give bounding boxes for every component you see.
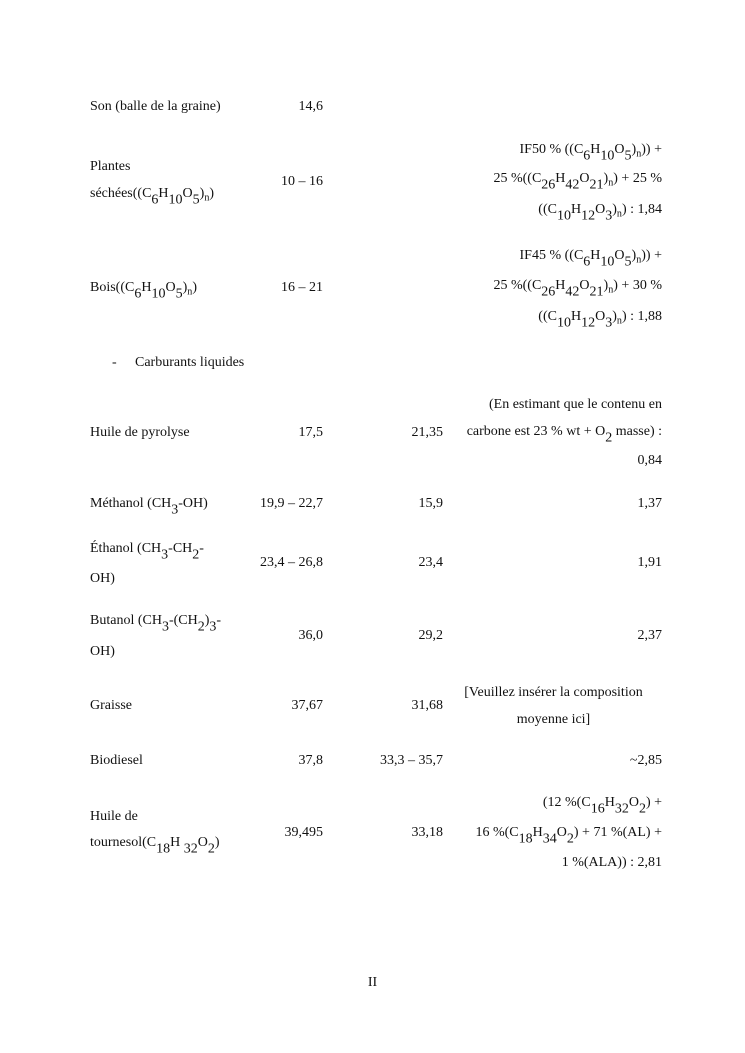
section-title: Carburants liquides (135, 355, 245, 370)
row-biodiesel-value: 37,8 (298, 753, 323, 768)
row-methanol-name: Méthanol $(CH_3-OH)$ (90, 496, 208, 518)
row-bois-name: $Bois((C_6H_{10}O_5)_n)$ (90, 280, 197, 302)
row-tournesol-composition-2: 16 $\%(C_{18}H_{34}O_2) + 71$ %(AL) + (475, 825, 662, 847)
page-number: II (367, 975, 378, 990)
row-butanol-value-2: 29,2 (418, 628, 443, 643)
row-plantes-composition-3: $((C_{10}H_{12}O_3)_n)$ : 1,84 (538, 202, 662, 224)
row-tournesol-name-1: Huile de (90, 809, 138, 824)
row-tournesol-composition-3: 1 %(ALA)) : 2,81 (561, 855, 662, 870)
row-ethanol-value: 23,4 – 26,8 (260, 555, 323, 570)
row-ethanol-value-2: 23,4 (418, 555, 443, 570)
row-graisse-value-2: 31,68 (411, 698, 443, 713)
row-tournesol-value: 39,495 (284, 825, 323, 840)
row-butanol-value-3: 2,37 (637, 628, 662, 643)
row-pyrolyse-name: Huile de pyrolyse (90, 425, 190, 440)
row-butanol-value: 36,0 (298, 628, 323, 643)
row-pyrolyse-composition-1: (En estimant que le contenu en (489, 397, 662, 412)
row-plantes-composition-2: 25 $\%((C_{26}H_{42}O_{21})_n) + 25$ % (493, 171, 662, 193)
row-pyrolyse-value: 17,5 (298, 425, 323, 440)
row-pyrolyse-composition-2: carbone est 23 % wt + $O_2$ masse) : (466, 424, 662, 446)
row-ethanol-name-2: OH) (90, 571, 115, 586)
row-butanol-name-2: OH) (90, 644, 115, 659)
row-son-name: Son (balle de la graine) (90, 99, 221, 114)
row-plantes-name-1: Plantes (90, 159, 131, 174)
row-plantes-composition-1: IF50 % $((C_6H_{10}O_5)_n)$) + (519, 142, 662, 164)
row-graisse-value: 37,67 (291, 698, 323, 713)
row-methanol-value-3: 1,37 (637, 496, 662, 511)
row-bois-composition-3: $((C_{10}H_{12}O_3)_n)$ : 1,88 (538, 309, 662, 331)
row-bois-composition-2: 25 $\%((C_{26}H_{42}O_{21})_n) + 30$ % (493, 278, 662, 300)
row-ethanol-name-1: Éthanol ($CH_3-CH_2-$ (90, 541, 204, 563)
row-biodiesel-value-2: 33,3 – 35,7 (380, 753, 443, 768)
row-biodiesel-value-3: ~2,85 (629, 753, 662, 768)
row-pyrolyse-composition-3: 0,84 (637, 453, 662, 468)
row-tournesol-name-2: $tournesol(C_{18}H$ $_{32}O_2$) (90, 835, 220, 857)
row-tournesol-composition-1: (12 $\%(C_{16}H_{32}O_2)$ + (542, 795, 662, 817)
row-bois-composition-1: IF45 % $((C_6H_{10}O_5)_n)$) + (519, 248, 662, 270)
row-plantes-value: 10 – 16 (281, 174, 323, 189)
row-graisse-composition-1: [Veuillez insérer la composition (464, 685, 643, 700)
row-bois-value: 16 – 21 (281, 280, 323, 295)
row-methanol-value-2: 15,9 (418, 496, 443, 511)
row-graisse-name: Graisse (90, 698, 132, 713)
row-plantes-name-2: $séchées((C_6H_{10}O_5)_n)$ (90, 186, 215, 208)
row-methanol-value: 19,9 – 22,7 (260, 496, 323, 511)
row-ethanol-value-3: 1,91 (637, 555, 662, 570)
section-bullet: - (112, 355, 117, 370)
row-tournesol-value-2: 33,18 (411, 825, 443, 840)
row-butanol-name-1: Butanol ($CH_3-(CH_2)_3-$ (90, 613, 222, 635)
row-pyrolyse-value-2: 21,35 (411, 425, 443, 440)
row-biodiesel-name: Biodiesel (90, 753, 143, 768)
row-graisse-composition-2: moyenne ici] (516, 712, 591, 727)
row-son-value: 14,6 (298, 99, 323, 114)
